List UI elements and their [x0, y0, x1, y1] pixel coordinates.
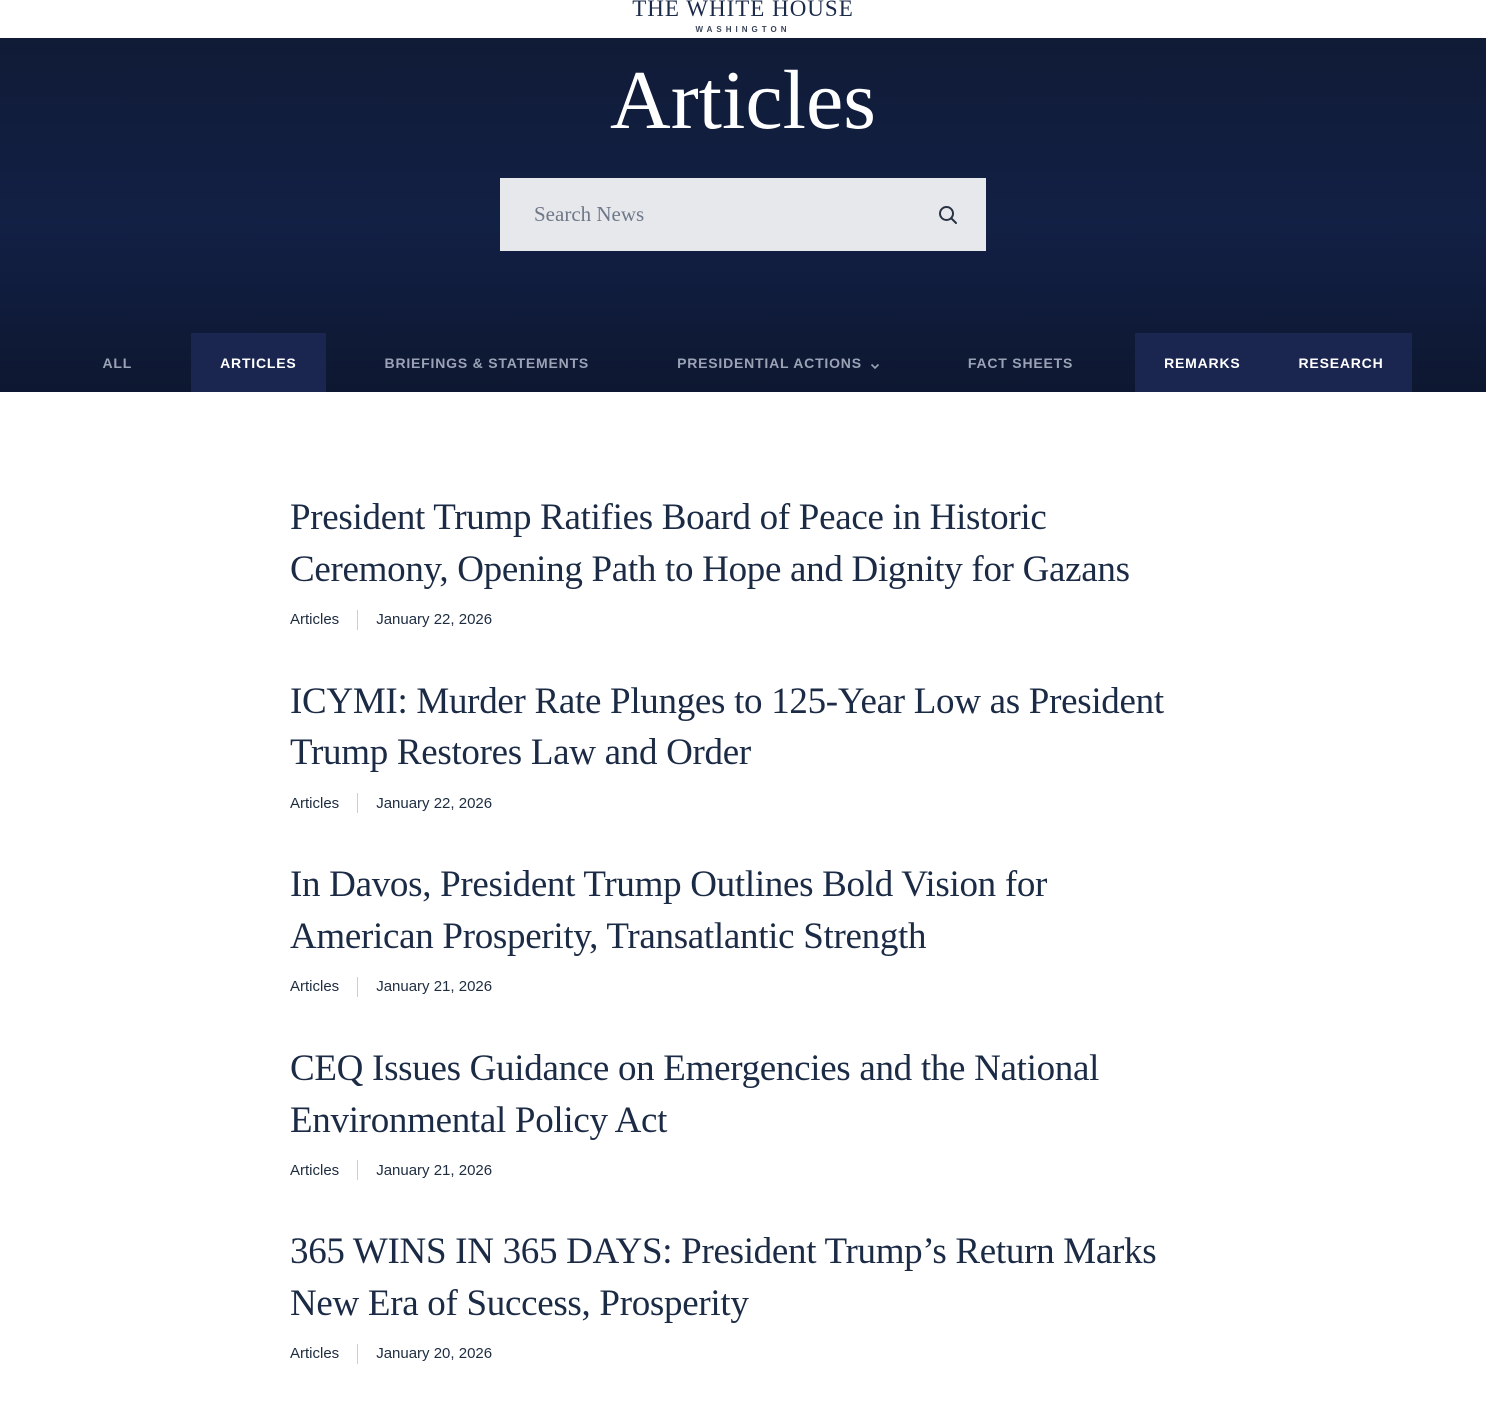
- nav-item-label: PRESIDENTIAL ACTIONS: [677, 354, 862, 371]
- nav-item-presidential-actions[interactable]: [648, 333, 909, 392]
- article-date: January 22, 2026: [376, 611, 493, 629]
- brand-title: THE WHITE HOUSE: [632, 0, 854, 21]
- nav-item-fact-sheets[interactable]: FACT SHEETS: [967, 354, 1074, 371]
- article-category-link[interactable]: Articles: [290, 611, 340, 629]
- search-input[interactable]: [500, 178, 986, 251]
- chevron-down-icon: [870, 358, 880, 368]
- article-title-link[interactable]: 365 WINS IN 365 DAYS: President Trump’s Return Marks New Era of Success, Prosperity: [290, 1231, 1157, 1325]
- nav-spacer: [909, 333, 939, 392]
- meta-divider: [357, 1160, 358, 1180]
- nav-highlight-group: [1135, 333, 1412, 392]
- article-item: [290, 676, 1196, 814]
- news-filter-nav: [74, 333, 1413, 392]
- article-meta: [290, 1160, 1196, 1180]
- meta-divider: [357, 610, 358, 630]
- nav-spacer: [618, 333, 648, 392]
- nav-spacer: [161, 333, 191, 392]
- nav-item-research[interactable]: RESEARCH: [1298, 354, 1384, 371]
- article-category-link[interactable]: Articles: [290, 1345, 340, 1363]
- article-title-link[interactable]: In Davos, President Trump Outlines Bold Vision for American Prosperity, Transatlantic Strength: [290, 864, 1048, 957]
- article-item: [290, 492, 1196, 630]
- meta-divider: [357, 977, 358, 997]
- article-date: January 21, 2026: [376, 1161, 493, 1179]
- article-title-link[interactable]: ICYMI: Murder Rate Plunges to 125-Year Low as President Trump Restores Law and Order: [290, 680, 1164, 774]
- search-icon: [936, 203, 960, 227]
- white-house-logo[interactable]: [632, 0, 854, 38]
- article-date: January 22, 2026: [376, 794, 493, 812]
- article-list-section: [0, 392, 1486, 1420]
- meta-divider: [357, 1344, 358, 1364]
- nav-item-briefings-statements[interactable]: BRIEFINGS & STATEMENTS: [384, 354, 590, 371]
- brand-subtitle: WASHINGTON: [695, 25, 791, 34]
- page-title: Articles: [610, 54, 876, 147]
- nav-item-articles[interactable]: ARTICLES: [191, 333, 325, 392]
- article-date: January 21, 2026: [376, 978, 493, 996]
- article-category-link[interactable]: Articles: [290, 978, 340, 996]
- nav-item-all[interactable]: ALL: [102, 354, 133, 371]
- search-form: [500, 178, 986, 251]
- article-meta: [290, 793, 1196, 813]
- article-item: [290, 1043, 1196, 1181]
- meta-divider: [357, 793, 358, 813]
- article-title-link[interactable]: President Trump Ratifies Board of Peace in Historic Ceremony, Opening Path to Hope and Dignity for Gazans: [290, 497, 1130, 590]
- nav-spacer: [326, 333, 356, 392]
- article-list: [290, 492, 1196, 1364]
- nav-item-remarks[interactable]: REMARKS: [1164, 354, 1241, 371]
- top-bar: [0, 0, 1486, 38]
- article-item: [290, 1226, 1196, 1364]
- article-date: January 20, 2026: [376, 1345, 493, 1363]
- article-title-link[interactable]: CEQ Issues Guidance on Emergencies and the National Environmental Policy Act: [290, 1047, 1100, 1141]
- article-meta: [290, 977, 1196, 997]
- article-category-link[interactable]: Articles: [290, 1161, 340, 1179]
- search-button[interactable]: [928, 195, 968, 235]
- article-item: [290, 859, 1196, 997]
- hero-banner: [0, 38, 1486, 392]
- article-meta: [290, 1344, 1196, 1364]
- article-category-link[interactable]: Articles: [290, 794, 340, 812]
- article-meta: [290, 610, 1196, 630]
